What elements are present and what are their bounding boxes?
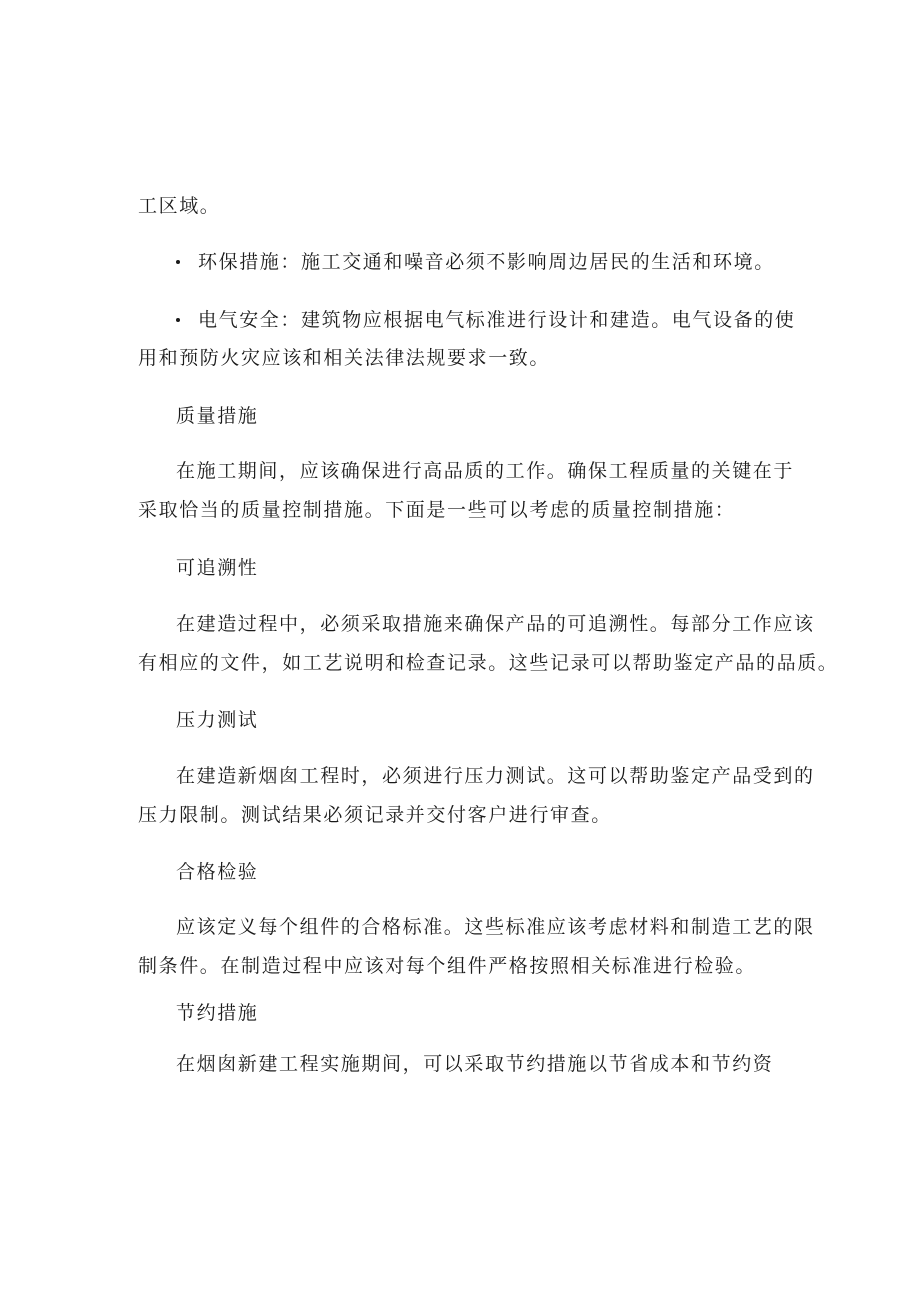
- section-heading-traceability: 可追溯性: [176, 557, 259, 579]
- paragraph-line: 有相应的文件，如工艺说明和检查记录。这些记录可以帮助鉴定产品的品质。: [138, 652, 839, 674]
- paragraph-line: 在烟囱新建工程实施期间，可以采取节约措施以节省成本和节约资: [176, 1053, 774, 1075]
- paragraph-line: 采取恰当的质量控制措施。下面是一些可以考虑的质量控制措施：: [138, 499, 736, 521]
- bullet-item-electrical: 电气安全：建筑物应根据电气标准进行设计和建造。电气设备的使: [198, 309, 796, 331]
- paragraph-line: 制条件。在制造过程中应该对每个组件严格按照相关标准进行检验。: [138, 955, 757, 977]
- section-heading-saving: 节约措施: [176, 1002, 259, 1024]
- bullet-item-electrical-continuation: 用和预防火灾应该和相关法律法规要求一致。: [138, 347, 551, 369]
- paragraph-line: 在建造新烟囱工程时，必须进行压力测试。这可以帮助鉴定产品受到的: [176, 765, 815, 787]
- paragraph-line: 在施工期间，应该确保进行高品质的工作。确保工程质量的关键在于: [176, 460, 795, 482]
- bullet-icon: [176, 260, 180, 264]
- section-heading-inspection: 合格检验: [176, 861, 259, 883]
- paragraph-line: 压力限制。测试结果必须记录并交付客户进行审查。: [138, 804, 612, 826]
- paragraph-continuation: 工区域。: [138, 195, 221, 217]
- bullet-item-environment: 环保措施：施工交通和噪音必须不影响周边居民的生活和环境。: [198, 251, 775, 273]
- paragraph-line: 应该定义每个组件的合格标准。这些标准应该考虑材料和制造工艺的限: [176, 916, 815, 938]
- bullet-icon: [176, 318, 180, 322]
- paragraph-line: 在建造过程中，必须采取措施来确保产品的可追溯性。每部分工作应该: [176, 613, 815, 635]
- section-heading-pressure-test: 压力测试: [176, 709, 259, 731]
- section-heading-quality: 质量措施: [176, 405, 259, 427]
